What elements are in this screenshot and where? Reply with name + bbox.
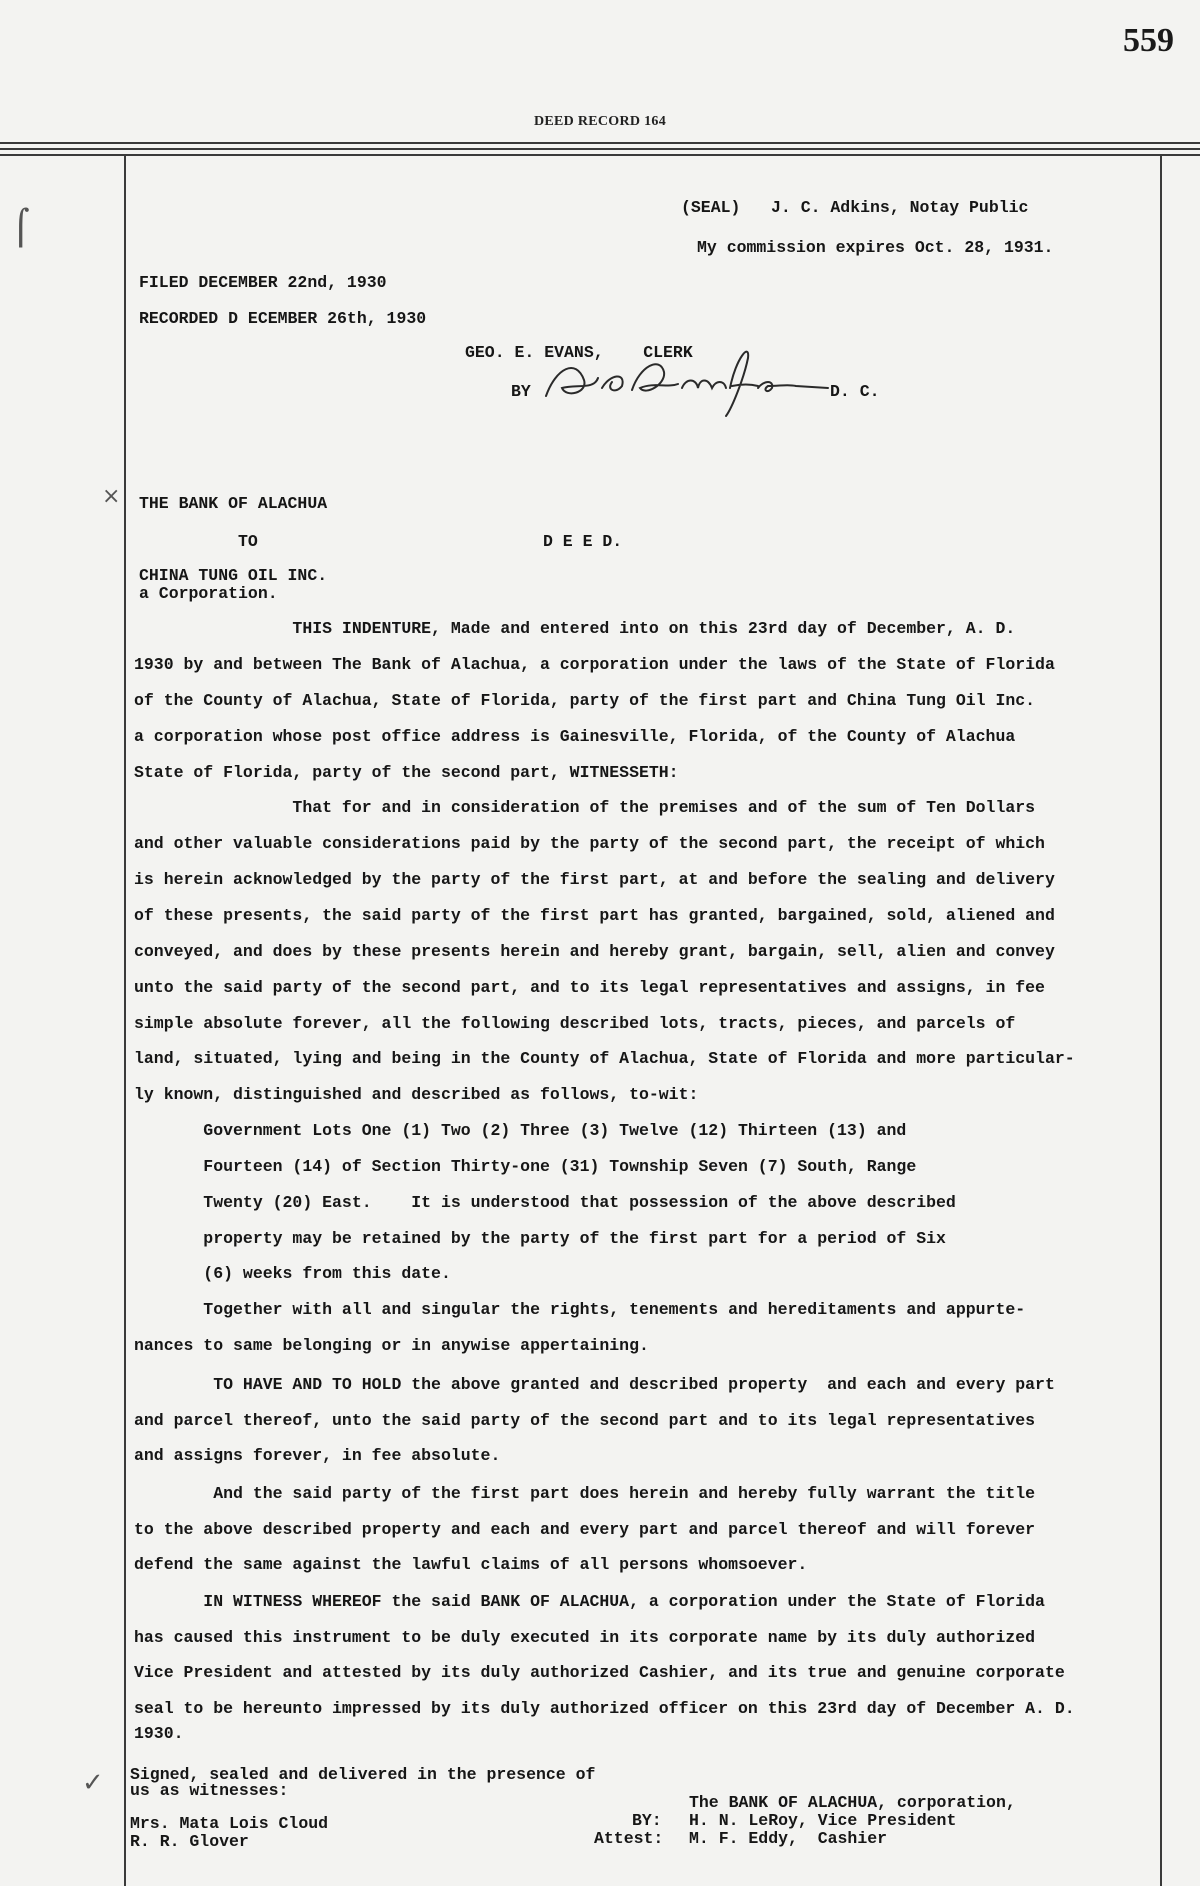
- page-number: 559: [1123, 22, 1174, 59]
- body-line: simple absolute forever, all the following described lots, tracts, pieces, and parcels of: [134, 1014, 1016, 1033]
- body-line: conveyed, and does by these presents herein and hereby grant, bargain, sell, alien and convey: [134, 942, 1055, 961]
- margin-check-mark: ✓: [82, 1768, 104, 1798]
- margin-x-mark: ×: [102, 484, 121, 509]
- witness-two: R. R. Glover: [130, 1832, 249, 1851]
- body-line: 1930.: [134, 1724, 184, 1743]
- signatory-cashier: M. F. Eddy, Cashier: [689, 1829, 888, 1848]
- witness-statement-line1: Signed, sealed and delivered in the presence of: [130, 1765, 596, 1784]
- body-line: Fourteen (14) of Section Thirty-one (31) Township Seven (7) South, Range: [134, 1157, 917, 1176]
- body-line: TO HAVE AND TO HOLD the above granted and described property and each and every part: [134, 1375, 1055, 1394]
- right-margin-rule: [1160, 154, 1162, 1886]
- body-line: nances to same belonging or in anywise appertaining.: [134, 1336, 649, 1355]
- party-connector: TO: [238, 532, 258, 551]
- body-line: Vice President and attested by its duly authorized Cashier, and its true and genuine corporate: [134, 1663, 1065, 1682]
- header-rule-bottom: [0, 154, 1200, 156]
- left-margin-rule: [124, 154, 126, 1886]
- body-line: And the said party of the first part does herein and hereby fully warrant the title: [134, 1484, 1036, 1503]
- body-line: and assigns forever, in fee absolute.: [134, 1446, 501, 1465]
- body-line: ly known, distinguished and described as follows, to-wit:: [134, 1085, 699, 1104]
- body-line: is herein acknowledged by the party of the first part, at and before the sealing and delivery: [134, 870, 1055, 889]
- filed-date: FILED DECEMBER 22nd, 1930: [139, 273, 387, 292]
- grantor-name: THE BANK OF ALACHUA: [139, 494, 328, 513]
- body-line: defend the same against the lawful claims of all persons whomsoever.: [134, 1555, 808, 1574]
- document-type: D E E D.: [543, 532, 623, 551]
- clerk-name: GEO. E. EVANS, CLERK: [465, 343, 693, 362]
- body-line: land, situated, lying and being in the County of Alachua, State of Florida and more particular-: [134, 1049, 1075, 1068]
- body-line: IN WITNESS WHEREOF the said BANK OF ALACHUA, a corporation under the State of Florida: [134, 1592, 1045, 1611]
- body-line: has caused this instrument to be duly executed in its corporate name by its duly authorized: [134, 1628, 1036, 1647]
- witness-one: Mrs. Mata Lois Cloud: [130, 1814, 329, 1833]
- witness-statement-line2: us as witnesses:: [130, 1781, 289, 1800]
- body-line: of these presents, the said party of the first part has granted, bargained, sold, aliened and: [134, 906, 1055, 925]
- body-line: to the above described property and each and every part and parcel thereof and will forever: [134, 1520, 1036, 1539]
- margin-bracket-mark: ⌠: [12, 208, 30, 248]
- grantee-name: CHINA TUNG OIL INC.: [139, 566, 328, 585]
- header-rule-mid: [0, 148, 1200, 150]
- body-line: and other valuable considerations paid by the party of the second part, the receipt of which: [134, 834, 1045, 853]
- clerk-by-label: BY: [511, 382, 531, 401]
- deputy-clerk-signature: [536, 338, 836, 418]
- notary-seal: (SEAL): [681, 198, 741, 217]
- body-line: and parcel thereof, unto the said party of the second part and to its legal representatives: [134, 1411, 1036, 1430]
- body-line: unto the said party of the second part, and to its legal representatives and assigns, in fee: [134, 978, 1045, 997]
- body-line: State of Florida, party of the second part, WITNESSETH:: [134, 763, 679, 782]
- body-line: of the County of Alachua, State of Florida, party of the first part and China Tung Oil Inc.: [134, 691, 1036, 710]
- signatory-vice-president: H. N. LeRoy, Vice President: [689, 1811, 957, 1830]
- signatory-by-label: BY:: [632, 1811, 662, 1830]
- header-rule-top: [0, 142, 1200, 144]
- notary-commission: My commission expires Oct. 28, 1931.: [697, 238, 1054, 257]
- signatory-attest-label: Attest:: [594, 1829, 664, 1848]
- notary-name: J. C. Adkins, Notay Public: [771, 198, 1029, 217]
- body-line: Government Lots One (1) Two (2) Three (3) Twelve (12) Thirteen (13) and: [134, 1121, 907, 1140]
- record-header: DEED RECORD 164: [533, 114, 667, 129]
- signatory-company: The BANK OF ALACHUA, corporation,: [689, 1793, 1016, 1812]
- body-line: property may be retained by the party of the first part for a period of Six: [134, 1229, 946, 1248]
- body-line: a corporation whose post office address is Gainesville, Florida, of the County of Alachua: [134, 727, 1016, 746]
- grantee-type: a Corporation.: [139, 584, 278, 603]
- body-line: THIS INDENTURE, Made and entered into on this 23rd day of December, A. D.: [134, 619, 1016, 638]
- body-line: That for and in consideration of the premises and of the sum of Ten Dollars: [134, 798, 1036, 817]
- body-line: Twenty (20) East. It is understood that possession of the above described: [134, 1193, 956, 1212]
- body-line: (6) weeks from this date.: [134, 1264, 451, 1283]
- body-line: seal to be hereunto impressed by its duly authorized officer on this 23rd day of December A. D.: [134, 1699, 1075, 1718]
- deputy-clerk-label: D. C.: [830, 382, 880, 401]
- recorded-date: RECORDED D ECEMBER 26th, 1930: [139, 309, 427, 328]
- body-line: Together with all and singular the rights, tenements and hereditaments and appurte-: [134, 1300, 1026, 1319]
- body-line: 1930 by and between The Bank of Alachua, a corporation under the laws of the State of Florida: [134, 655, 1055, 674]
